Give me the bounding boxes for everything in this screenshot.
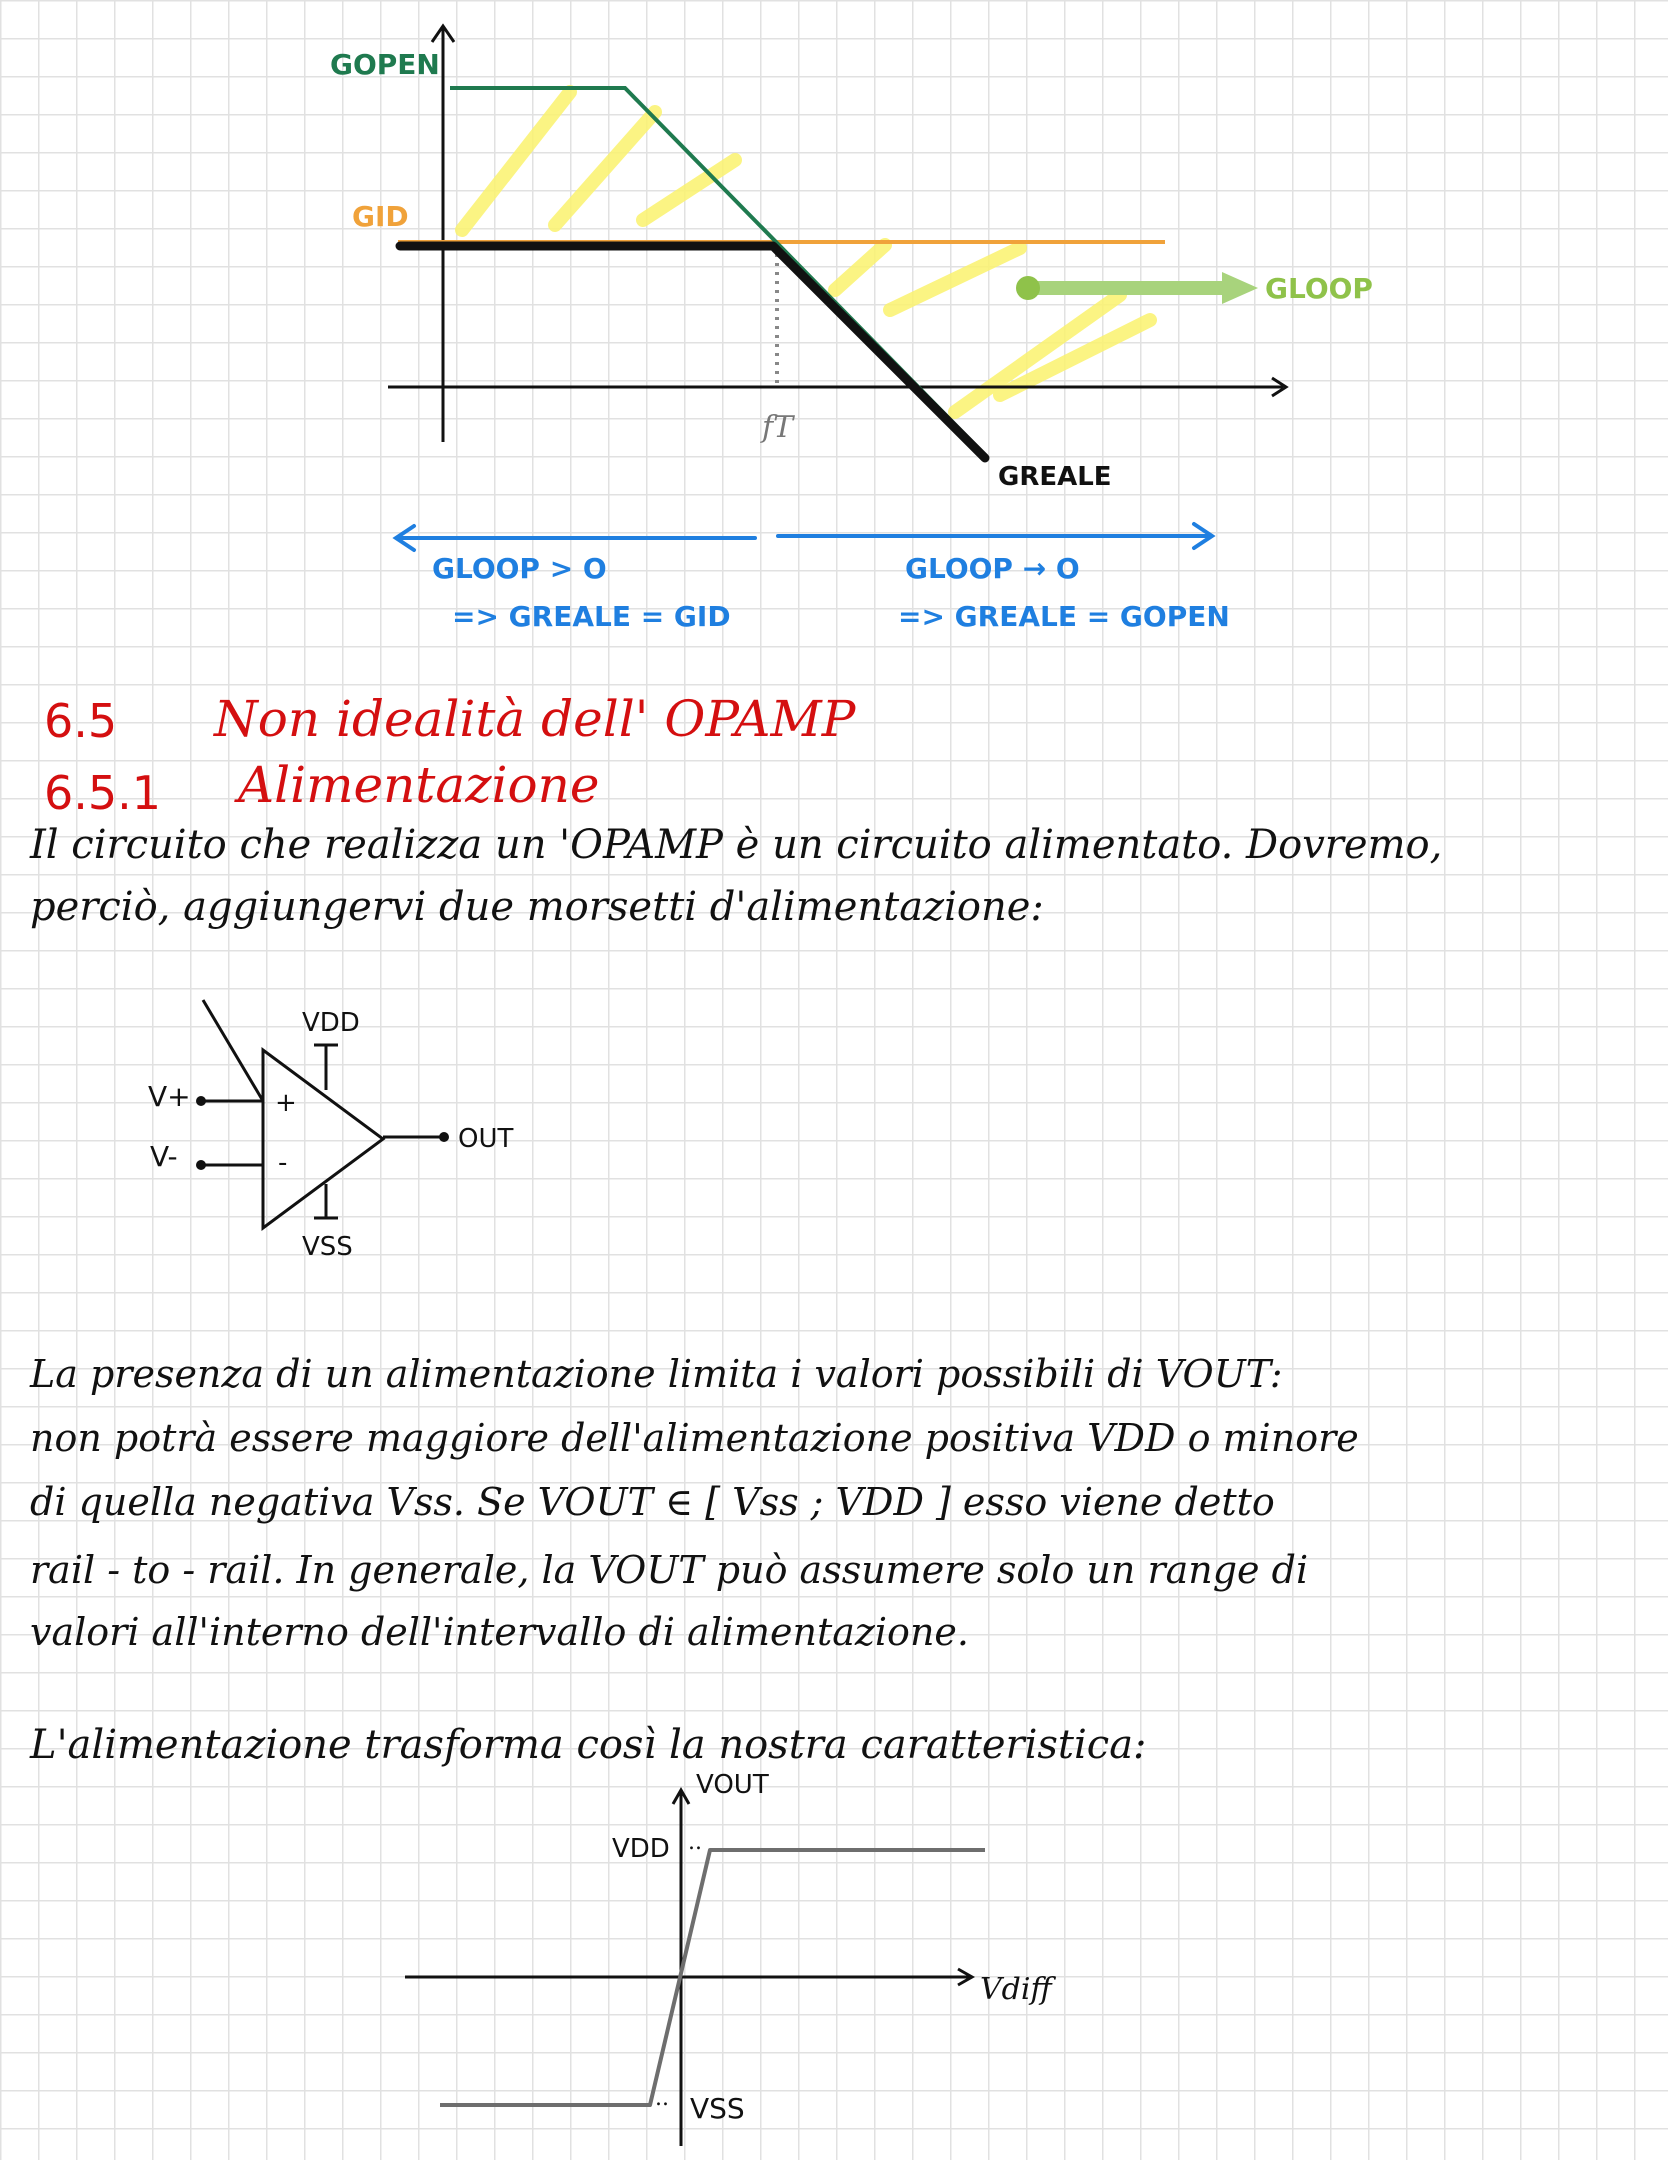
transfer-vdd-label: VDD: [612, 1834, 670, 1864]
ft-label: fT: [762, 410, 794, 445]
opamp-vminus-label: V-: [150, 1140, 178, 1173]
left-annotation-line1: GLOOP > O: [432, 552, 607, 585]
left-annotation-line2: => GREALE = GID: [452, 600, 731, 633]
transfer-vss-label: VSS: [690, 2092, 745, 2125]
blue-range-arrows: [396, 524, 1212, 550]
opamp-minus-sign: -: [278, 1148, 288, 1178]
opamp-plus-sign: +: [275, 1088, 297, 1118]
opamp-out-label: OUT: [458, 1124, 514, 1154]
opamp-vplus-label: V+: [148, 1080, 191, 1113]
right-annotation-line2: => GREALE = GOPEN: [898, 600, 1230, 633]
paragraph1-line2: perciò, aggiungervi due morsetti d'alimentazione:: [30, 884, 1044, 930]
bode-svg: [0, 0, 1668, 700]
paragraph2-line5: valori all'interno dell'intervallo di alimentazione.: [30, 1610, 969, 1654]
transfer-svg: [0, 1760, 1668, 2160]
gopen-label: GOPEN: [330, 48, 440, 81]
gloop-arrow: [1016, 272, 1258, 304]
transfer-vdd-dots: ..: [688, 1830, 702, 1855]
section-title: Non idealità dell' OPAMP: [214, 690, 856, 748]
subsection-title: Alimentazione: [238, 756, 600, 814]
paragraph1-line1: Il circuito che realizza un 'OPAMP è un circuito alimentato. Dovremo,: [30, 822, 1443, 868]
paragraph3-line1: L'alimentazione trasforma così la nostra caratteristica:: [30, 1722, 1147, 1768]
paragraph2-line4: rail - to - rail. In generale, la VOUT può assumere solo un range di: [30, 1548, 1309, 1592]
section-number: 6.5: [44, 694, 118, 748]
gloop-label: GLOOP: [1265, 272, 1373, 305]
opamp-vdd-label: VDD: [302, 1008, 360, 1038]
opamp-svg: [140, 1000, 740, 1280]
subsection-number: 6.5.1: [44, 766, 162, 820]
paragraph2-line1: La presenza di un alimentazione limita i valori possibili di VOUT:: [30, 1352, 1283, 1396]
paragraph2-line2: non potrà essere maggiore dell'alimentazione positiva VDD o minore: [30, 1416, 1359, 1460]
transfer-vout-label: VOUT: [696, 1770, 769, 1800]
transfer-vdiff-label: Vdiff: [980, 1972, 1052, 2007]
right-annotation-line1: GLOOP → O: [905, 552, 1080, 585]
transfer-vss-dots: ..: [655, 2086, 669, 2111]
greale-line: [400, 246, 985, 458]
opamp-vss-label: VSS: [302, 1232, 353, 1262]
gid-label: GID: [352, 200, 409, 233]
yellow-hatching: [462, 92, 1150, 412]
greale-label: GREALE: [998, 462, 1112, 492]
paragraph2-line3: di quella negativa Vss. Se VOUT ∈ [ Vss ; VDD ] esso viene detto: [30, 1480, 1275, 1524]
